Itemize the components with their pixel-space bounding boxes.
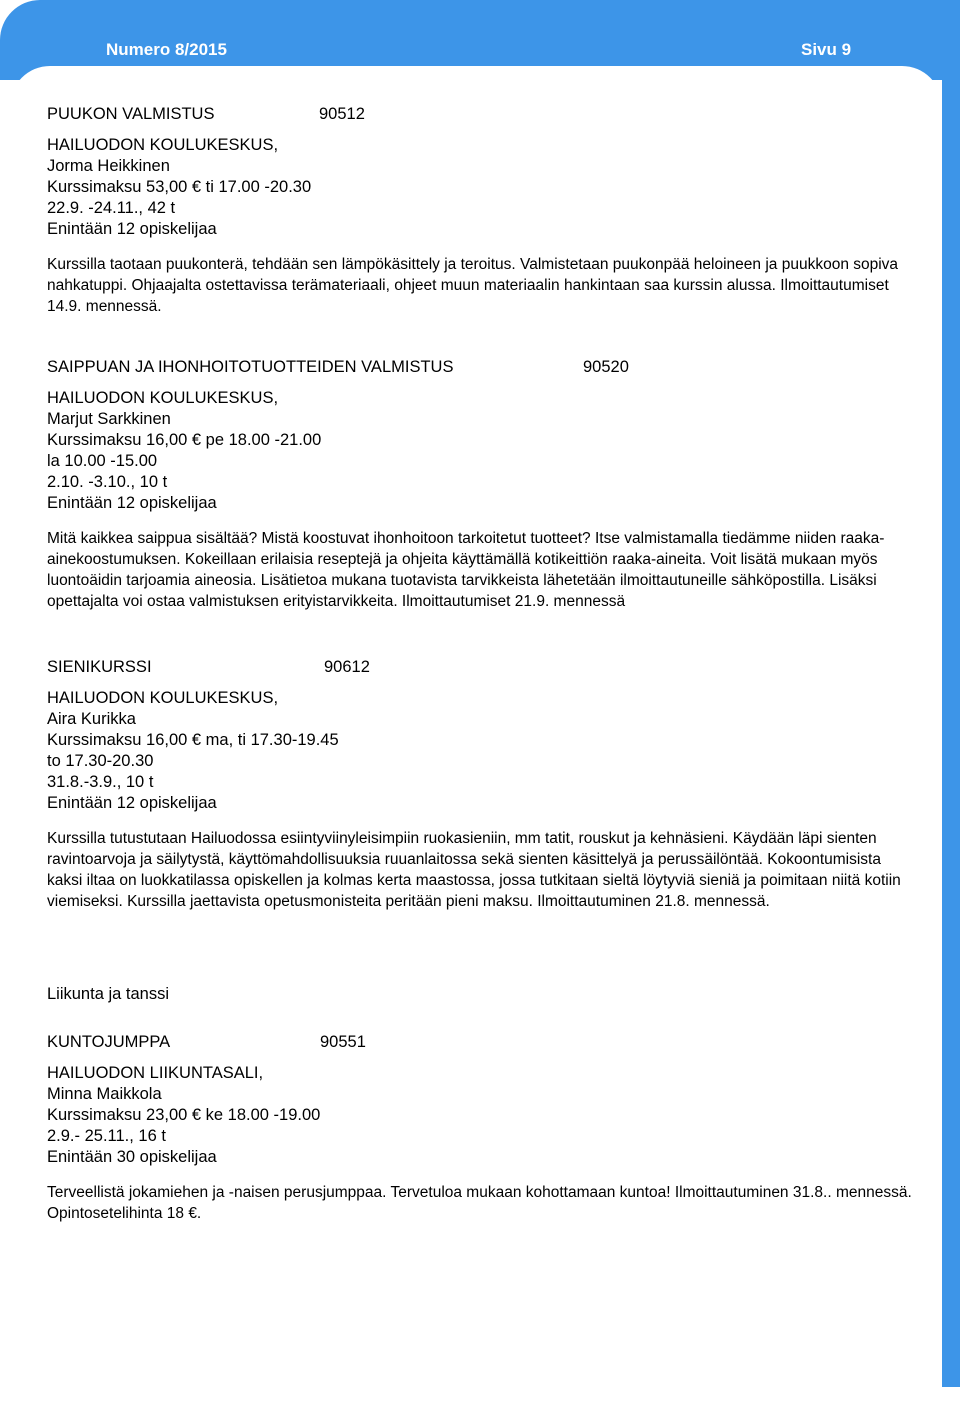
course-info-line: HAILUODON KOULUKESKUS, (47, 136, 279, 154)
course-info-line: HAILUODON LIIKUNTASALI, (47, 1064, 264, 1082)
page-number: Sivu 9 (801, 40, 852, 59)
course-info-line: Kurssimaksu 16,00 € ma, ti 17.30-19.45 (47, 731, 339, 749)
course-title: PUUKON VALMISTUS (47, 105, 215, 123)
course-title-row (47, 357, 927, 378)
course-info-line: Kurssimaksu 16,00 € pe 18.00 -21.00 (47, 431, 322, 449)
course-info-line: Marjut Sarkkinen (47, 410, 171, 428)
course-info-line: Kurssimaksu 53,00 € ti 17.00 -20.30 (47, 178, 312, 196)
course-info-line: Enintään 12 opiskelijaa (47, 494, 217, 512)
course-code: 90551 (320, 1033, 366, 1051)
course-info-line: 2.10. -3.10., 10 t (47, 473, 168, 491)
course-info-line: Enintään 12 opiskelijaa (47, 220, 217, 238)
course-code: 90612 (324, 658, 370, 676)
course-info-line: Enintään 30 opiskelijaa (47, 1148, 217, 1166)
course-info-line: Jorma Heikkinen (47, 157, 170, 175)
course-code: 90512 (319, 105, 365, 123)
course-description: Kurssilla tutustutaan Hailuodossa esiintyviinyleisimpiin ruokasieniin, mm tatit, rouskut ja kehnäsieni. Käydään läpi sienten ravintoarvoja ja säilytystä, käyttömahdollisuuksia ruuanlaitossa sekä sienten käsittelyä ja perussäilöntää. Kokoontumisista kaksi iltaa on luokkatilassa opiskellen ja kolmas kerta maastossa, jossa tutkitaan sieltä löytyviä sieniä ja poimitaan niitä kotiin viemiseksi. Kurssilla jaettavista opetusmonisteita peritään pieni maksu. Ilmoittautuminen 21.8. mennessä. (47, 830, 901, 910)
course-info-line: Aira Kurikka (47, 710, 136, 728)
course-title: SAIPPUAN JA IHONHOITOTUOTTEIDEN VALMISTUS (47, 358, 454, 376)
course-title-row (47, 1032, 927, 1053)
course-info-line: la 10.00 -15.00 (47, 452, 158, 470)
right-border-bar (942, 0, 960, 1387)
course-title: SIENIKURSSI (47, 658, 152, 676)
course-info-line: HAILUODON KOULUKESKUS, (47, 389, 279, 407)
course-description: Terveellistä jokamiehen ja -naisen perusjumppaa. Tervetuloa mukaan kohottamaan kuntoa! Ilmoittautuminen 31.8.. mennessä. Opintosetelihinta 18 €. (47, 1184, 912, 1222)
course-description: Mitä kaikkea saippua sisältää? Mistä koostuvat ihonhoitoon tarkoitetut tuotteet? Itse valmistamalla tiedämme niiden raaka-ainekoostumuksen. Kokeillaan erilaisia reseptejä ja ohjeita käyttämällä kotikeittiön raaka-aineita. Voit lisätä mukaan myös luontoäidin tarjoamia aineosia. Lisätietoa mukana tuotavista tarvikkeista lähetetään ilmoittautuneille sähköpostilla. Lisäksi opettajalta voi ostaa valmistuksen erityistarvikkeita. Ilmoittautumiset 21.9. mennessä (47, 530, 885, 610)
content (47, 104, 927, 1224)
course-info-line: to 17.30-20.30 (47, 752, 154, 770)
course-info-line: 31.8.-3.9., 10 t (47, 773, 154, 791)
course-info-line: Enintään 12 opiskelijaa (47, 794, 217, 812)
course-description: Kurssilla taotaan puukonterä, tehdään sen lämpökäsittely ja teroitus. Valmistetaan puukonpää heloineen ja puukkoon sopiva nahkatuppi. Ohjaajalta ostettavissa terämateriaali, ohjeet muun materiaalin hankintaan saa kurssin alussa. Ilmoittautumiset 14.9. mennessä. (47, 256, 899, 315)
issue-number: Numero 8/2015 (106, 40, 227, 59)
course-info-line: HAILUODON KOULUKESKUS, (47, 689, 279, 707)
course-title-row (47, 104, 927, 125)
course-info-line: Kurssimaksu 23,00 € ke 18.00 -19.00 (47, 1106, 321, 1124)
section-heading: Liikunta ja tanssi (47, 985, 169, 1003)
course-title-row (47, 657, 927, 678)
course-info-line: Minna Maikkola (47, 1085, 162, 1103)
course-title: KUNTOJUMPPA (47, 1033, 171, 1051)
course-code: 90520 (583, 358, 629, 376)
course-info-line: 2.9.- 25.11., 16 t (47, 1127, 166, 1145)
course-info-line: 22.9. -24.11., 42 t (47, 199, 176, 217)
